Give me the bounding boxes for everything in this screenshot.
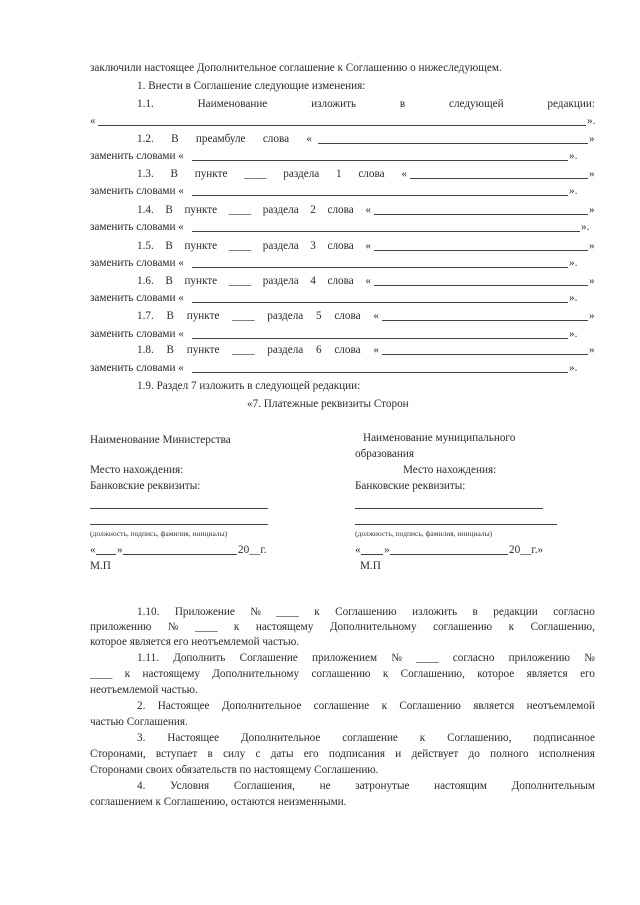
blank-line[interactable] bbox=[192, 160, 568, 161]
right-party-name-cont: образования bbox=[355, 448, 415, 460]
left-stamp-mark: М.П bbox=[90, 560, 111, 572]
right-location-label: Место нахождения: bbox=[403, 464, 497, 476]
blank-line[interactable] bbox=[192, 195, 568, 196]
blank-line[interactable] bbox=[410, 178, 588, 179]
blank-line[interactable] bbox=[96, 554, 116, 555]
blank-line[interactable] bbox=[355, 508, 543, 509]
blank-line[interactable] bbox=[382, 354, 588, 355]
blank-line[interactable] bbox=[374, 214, 588, 215]
blank-line[interactable] bbox=[390, 554, 508, 555]
left-party-name: Наименование Министерства bbox=[90, 434, 231, 446]
left-location-label: Место нахождения: bbox=[90, 464, 184, 476]
clause-1-8: 1.8. В пункте ____ раздела 6 слова « bbox=[137, 344, 379, 356]
clause-1-1-close: ». bbox=[587, 115, 596, 127]
blank-line[interactable] bbox=[90, 508, 268, 509]
clause-1-3: 1.3. В пункте ____ раздела 1 слова « bbox=[137, 168, 407, 180]
blank-line[interactable] bbox=[123, 554, 237, 555]
blank-line[interactable] bbox=[382, 320, 588, 321]
right-date-open: « bbox=[355, 544, 361, 556]
section-7-title: «7. Платежные реквизиты Сторон bbox=[247, 398, 409, 410]
left-bank-label: Банковские реквизиты: bbox=[90, 480, 201, 492]
blank-line[interactable] bbox=[374, 285, 588, 286]
intro-text: заключили настоящее Дополнительное соглашение к Соглашению о нижеследующем. bbox=[90, 62, 502, 74]
blank-line[interactable] bbox=[192, 267, 568, 268]
left-date-mid: » bbox=[117, 544, 123, 556]
clause-1-11: 1.11. Дополнить Соглашение приложением № ____ согласно приложению № bbox=[137, 652, 595, 664]
right-signature-caption: (должность, подпись, фамилия, инициалы) bbox=[355, 529, 493, 538]
blank-line[interactable] bbox=[374, 250, 588, 251]
clause-3: 3. Настоящее Дополнительное соглашение к Соглашению, подписанное bbox=[137, 732, 595, 744]
clause-4: 4. Условия Соглашения, не затронутые настоящим Дополнительным bbox=[137, 780, 595, 792]
right-date-year: 20__г.» bbox=[509, 544, 544, 556]
clause-1-6: 1.6. В пункте ____ раздела 4 слова « bbox=[137, 275, 371, 287]
blank-line[interactable] bbox=[361, 554, 383, 555]
blank-line[interactable] bbox=[318, 143, 588, 144]
blank-line[interactable] bbox=[192, 302, 568, 303]
left-signature-caption: (должность, подпись, фамилия, инициалы) bbox=[90, 529, 228, 538]
clause-1-9: 1.9. Раздел 7 изложить в следующей редакции: bbox=[137, 380, 361, 392]
clause-1-1-open: « bbox=[90, 115, 96, 127]
blank-line[interactable] bbox=[90, 524, 268, 525]
clause-1-7: 1.7. В пункте ____ раздела 5 слова « bbox=[137, 310, 379, 322]
clause-1-4: 1.4. В пункте ____ раздела 2 слова « bbox=[137, 204, 371, 216]
left-date-open: « bbox=[90, 544, 96, 556]
blank-line[interactable] bbox=[192, 338, 568, 339]
right-party-name: Наименование муниципального bbox=[363, 432, 516, 444]
blank-line[interactable] bbox=[355, 524, 557, 525]
blank-line[interactable] bbox=[192, 231, 580, 232]
clause-1-10: 1.10. Приложение № ____ к Соглашению изложить в редакции согласно bbox=[137, 606, 595, 618]
blank-line[interactable] bbox=[98, 125, 586, 126]
clause-1-5: 1.5. В пункте ____ раздела 3 слова « bbox=[137, 240, 371, 252]
clause-2: 2. Настоящее Дополнительное соглашение к Соглашению является неотъемлемой bbox=[137, 700, 595, 712]
clause-1-2: 1.2. В преамбуле слова « bbox=[137, 133, 312, 145]
blank-line[interactable] bbox=[192, 372, 568, 373]
clause-1: 1. Внести в Соглашение следующие изменения: bbox=[137, 80, 366, 92]
document-page: заключили настоящее Дополнительное соглашение к Соглашению о нижеследующем. 1. Внести в Соглашение следующие изменения: 1.1. Наименование изложить в следующей редакции: « ». 1.2. В преамбуле слова « » заменить словами « ». 1.3. В пункте ____ раздела 1 слова « » заменить словами « ». 1.4. В пункте ____ раздела 2 слова « » заменить словами « ». 1.5. В пункте ____ раздела 3 слова « » заменить словами « ». 1.6. В пункте ____ раздела 4 слова « » заменить словами « ». 1.7. В пункте ____ раздела 5 слова « » заменить словами « ». 1.8. В пункте ____ раздела 6 слова « » заменить словами « ». 1.9. Раздел 7 изложить в следующей редакции: «7. Платежные реквизиты Сторон Наименование Министерства Место нахождения: Банковские реквизиты: (должность, подпись, фамилия, инициалы) « » 20__г. М.П Наименование муниципального образования Место нахождения: Банковские реквизиты: (должность, подпись, фамилия, инициалы) « » 20__г.» М.П 1.10. Приложение № ____ к Соглашению изложить в редакции согласно приложению № ____ к настоящему Дополнительному соглашению к Соглашению, которое является его неотъемлемой частью. 1.11. Дополнить Соглашение приложением № ____ согласно приложению № ____ к настоящему Дополнительному соглашению к Соглашению, которое является его неотъемлемой частью. 2. Настоящее Дополнительное соглашение к Соглашению является неотъемлемой частью Соглашения. 3. Настоящее Дополнительное соглашение к Соглашению, подписанное Сторонами, вступает в силу с даты его подписания и действует до полного исполнения Сторонами своих обязательств по настоящему Соглашению. 4. Условия Соглашения, не затронутые настоящим Дополнительным соглашением к Соглашению, остаются неизменными. bbox=[0, 0, 640, 905]
left-date-year: 20__г. bbox=[238, 544, 267, 556]
right-date-mid: » bbox=[384, 544, 390, 556]
right-stamp-mark: М.П bbox=[360, 560, 381, 572]
right-bank-label: Банковские реквизиты: bbox=[355, 480, 466, 492]
clause-1-1: 1.1. Наименование изложить в следующей редакции: bbox=[137, 98, 595, 110]
